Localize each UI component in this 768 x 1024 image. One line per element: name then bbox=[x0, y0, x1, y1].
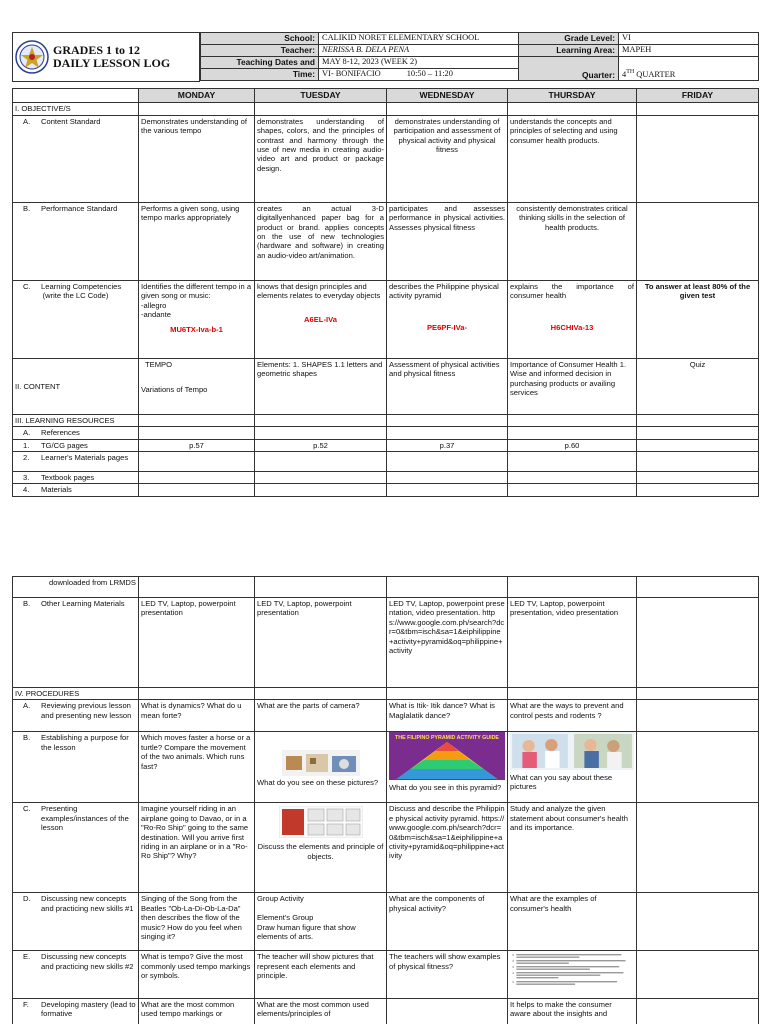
time-value bbox=[319, 69, 519, 81]
grade-value: VI bbox=[619, 33, 759, 45]
row-label-reviewing: A. Reviewing previous lesson and presenting new lesson bbox=[13, 700, 139, 732]
row-label-purpose: B. Establishing a purpose for the lesson bbox=[13, 732, 139, 803]
consumer-health-image bbox=[510, 732, 634, 770]
cell-discuss1-tue: Group Activity Element's Group Draw human figure that show elements of arts. bbox=[255, 893, 387, 951]
cell-discuss1-mon: Singing of the Song from the Beatles "Ob-La-Di-Ob-La-Da" then describes the flow of the music? How do you feel when singing it? bbox=[139, 893, 255, 951]
cell-perf-std-tue: creates an actual 3-D digitallyenhanced paper bag for a product or brand. applies concepts on the use of new technologies (hardware and software) in creating an audio-video art/animation. bbox=[255, 202, 387, 280]
title-line-2: DAILY LESSON LOG bbox=[53, 56, 171, 70]
cell-present-thu: Study and analyze the given statement about consumer's health and its importance. bbox=[508, 803, 637, 893]
grade-label: Grade Level: bbox=[519, 33, 619, 45]
cell-discuss2-fri bbox=[637, 951, 759, 998]
letter-a: A. bbox=[23, 116, 31, 126]
area-value: MAPEH bbox=[619, 45, 759, 57]
cell-perf-std-fri bbox=[637, 202, 759, 280]
cell-other-wed: LED TV, Laptop, powerpoint presentation, video presentation. https://www.google.com.ph/search?dcr=0&tbm=isch&sa=1&eiphilippine+activity+pyramid&oq=philippine+activity bbox=[387, 598, 508, 688]
row-label-presenting: C. Presenting examples/instances of the lesson bbox=[13, 803, 139, 893]
lc-code-mon: MU6TX-Iva-b-1 bbox=[170, 325, 223, 335]
cell-purpose-fri bbox=[637, 732, 759, 803]
cell-mastery-mon: What are the most common used tempo markings or bbox=[139, 998, 255, 1024]
section-content: II. CONTENT bbox=[13, 358, 139, 414]
cell-purpose-thu: What can you say about these pictures bbox=[508, 732, 637, 803]
cell-competency-wed: describes the Philippine physical activity pyramid PE6PF-IVa- bbox=[387, 280, 508, 358]
row-label-textbook: 3. Textbook pages bbox=[13, 472, 139, 484]
cell-purpose-tue: What do you see on these pictures? bbox=[255, 732, 387, 803]
cell-other-mon: LED TV, Laptop, powerpoint presentation bbox=[139, 598, 255, 688]
row-label-performance-standard: B. Performance Standard bbox=[13, 202, 139, 280]
cell-content-std-tue: demonstrates understanding of shapes, colors, and the principles of contrast and harmony through the use of new media in creating audio-video art and product or package design. bbox=[255, 115, 387, 202]
cell-discuss2-mon: What is tempo? Give the most commonly used tempo markings or symbols. bbox=[139, 951, 255, 998]
cell-downloaded: downloaded from LRMDS bbox=[13, 577, 139, 598]
day-header-wednesday: WEDNESDAY bbox=[387, 89, 508, 103]
cell-content-wed: Assessment of physical activities and physical fitness bbox=[387, 358, 508, 414]
row-label-materials: 4. Materials bbox=[13, 484, 139, 496]
title-cell bbox=[13, 33, 200, 82]
cell-mastery-thu: It helps to make the consumer aware about the insights and bbox=[508, 998, 637, 1024]
cell-tg-thu: p.60 bbox=[508, 439, 637, 451]
lc-code-wed: PE6PF-IVa- bbox=[426, 322, 468, 332]
day-header-tuesday: TUESDAY bbox=[255, 89, 387, 103]
cell-review-mon: What is dynamics? What do u mean forte? bbox=[139, 700, 255, 732]
cell-tg-fri bbox=[637, 439, 759, 451]
cell-discuss1-fri bbox=[637, 893, 759, 951]
row-label-references: A. References bbox=[13, 427, 139, 439]
dates-label: Teaching Dates and bbox=[201, 57, 319, 69]
day-header-monday: MONDAY bbox=[139, 89, 255, 103]
row-label-lm-pages: 2. Learner's Materials pages bbox=[13, 452, 139, 472]
cell-content-thu: Importance of Consumer Health 1. Wise and informed decision in purchasing products or availing services bbox=[508, 358, 637, 414]
cell-tg-wed: p.37 bbox=[387, 439, 508, 451]
day-header-thursday: THURSDAY bbox=[508, 89, 637, 103]
section-objectives: I. OBJECTIVE/S bbox=[13, 103, 139, 115]
cell-mastery-tue: What are the most common used elements/principles of bbox=[255, 998, 387, 1024]
cell-perf-std-mon: Performs a given song, using tempo marks appropriately bbox=[139, 202, 255, 280]
activity-pyramid-image bbox=[389, 732, 505, 780]
lc-code-tue: A6EL-IVa bbox=[304, 314, 337, 324]
lesson-table-page-1 bbox=[12, 88, 759, 497]
school-value: CALIKID NORET ELEMENTARY SCHOOL bbox=[319, 33, 519, 45]
elements-principles-image bbox=[279, 806, 363, 838]
teacher-value: NERISSA B. DELA PENA bbox=[319, 45, 519, 57]
cell-purpose-wed: THE FILIPINO PYRAMID ACTIVITY GUIDE What do you see in this pyramid? bbox=[387, 732, 508, 803]
cell-content-fri: Quiz bbox=[637, 358, 759, 414]
section-procedures: IV. PROCEDURES bbox=[13, 688, 139, 700]
cell-purpose-mon: Which moves faster a horse or a turtle? Compare the movement of the two animals. Which runs fast? bbox=[139, 732, 255, 803]
row-label-mastery: F. Developing mastery (lead to formative bbox=[13, 998, 139, 1024]
title-block bbox=[12, 32, 200, 82]
cell-other-tue: LED TV, Laptop, powerpoint presentation bbox=[255, 598, 387, 688]
cell-competency-tue: knows that design principles and elements relates to everyday objects A6EL-IVa bbox=[255, 280, 387, 358]
dates-value: MAY 8-12, 2023 (WEEK 2) bbox=[319, 57, 519, 69]
cell-content-std-wed: demonstrates understanding of participation and assessment of physical activity and physical fitness bbox=[387, 115, 508, 202]
row-label-competencies: C. Learning Competencies (write the LC Code) bbox=[13, 280, 139, 358]
section-resources: III. LEARNING RESOURCES bbox=[13, 414, 139, 426]
cell-review-fri bbox=[637, 700, 759, 732]
deped-seal-icon bbox=[15, 40, 49, 74]
cell-tg-tue: p.52 bbox=[255, 439, 387, 451]
cell-review-tue: What are the parts of camera? bbox=[255, 700, 387, 732]
cell-perf-std-wed: participates and assesses performance in physical activities. Assesses physical fitness bbox=[387, 202, 508, 280]
cell-other-fri bbox=[637, 598, 759, 688]
row-label-content-standard: A. Content Standard bbox=[13, 115, 139, 202]
cell-review-thu: What are the ways to prevent and control pests and rodents ? bbox=[508, 700, 637, 732]
cell-competency-thu: explains the importance of consumer health H6CHIVa-13 bbox=[508, 280, 637, 358]
cell-present-wed: Discuss and describe the Philippine physical activity pyramid. https://www.google.com.ph/search?dcr=0&tbm=isch&sa=1&eiphilippine+activity+pyramid&oq=philippine+activity bbox=[387, 803, 508, 893]
school-label: School: bbox=[201, 33, 319, 45]
bullet-list-image bbox=[509, 952, 635, 994]
lesson-table-page-2 bbox=[12, 576, 759, 1024]
cell-discuss1-wed: What are the components of physical activity? bbox=[387, 893, 508, 951]
row-label-discussing-2: E. Discussing new concepts and practicing new skills #2 bbox=[13, 951, 139, 998]
cell-present-mon: Imagine yourself riding in an airplane going to Davao, or in a "Ro-Ro Ship" going to the same destination. Will you arrive first riding in an airplane or in a "Ro-Ro Ship"? Why? bbox=[139, 803, 255, 893]
cell-discuss2-tue: The teacher will show pictures that represent each elements and principle. bbox=[255, 951, 387, 998]
row-label-discussing-1: D. Discussing new concepts and practicing new skills #1 bbox=[13, 893, 139, 951]
time-section: VI- BONIFACIO bbox=[322, 69, 381, 78]
cell-competency-mon: Identifies the different tempo in a given song or music: -allegro -andante MU6TX-Iva-b-1 bbox=[139, 280, 255, 358]
lc-code-thu: H6CHIVa-13 bbox=[550, 322, 594, 332]
time-period: 10:50 – 11:20 bbox=[406, 69, 453, 78]
row-label-tg-pages: 1. TG/CG pages bbox=[13, 439, 139, 451]
cell-present-tue: Discuss the elements and principle of objects. bbox=[255, 803, 387, 893]
pyramid-title: THE FILIPINO PYRAMID ACTIVITY GUIDE bbox=[395, 735, 499, 742]
cell-discuss2-thu bbox=[508, 951, 637, 998]
cell-tg-mon: p.57 bbox=[139, 439, 255, 451]
cell-content-mon: TEMPO Variations of Tempo bbox=[139, 358, 255, 414]
cell-competency-fri: To answer at least 80% of the given test bbox=[637, 280, 759, 358]
row-label-other-materials: B. Other Learning Materials bbox=[13, 598, 139, 688]
cell-discuss2-wed: The teachers will show examples of physical fitness? bbox=[387, 951, 508, 998]
cell-review-wed: What is Itik- Itik dance? What is Maglalatik dance? bbox=[387, 700, 508, 732]
time-label: Time: bbox=[201, 69, 319, 81]
cell-content-tue: Elements: 1. SHAPES 1.1 letters and geometric shapes bbox=[255, 358, 387, 414]
cell-mastery-wed bbox=[387, 998, 508, 1024]
area-label: Learning Area: bbox=[519, 45, 619, 57]
camera-parts-image bbox=[282, 750, 360, 776]
teacher-label: Teacher: bbox=[201, 45, 319, 57]
header-info-table bbox=[200, 32, 759, 81]
corner-cell bbox=[13, 89, 139, 103]
cell-content-std-fri bbox=[637, 115, 759, 202]
quarter-value: 4TH QUARTER bbox=[619, 57, 759, 81]
cell-discuss1-thu: What are the examples of consumer's health bbox=[508, 893, 637, 951]
cell-mastery-fri bbox=[637, 998, 759, 1024]
cell-content-std-mon: Demonstrates understanding of the various tempo bbox=[139, 115, 255, 202]
title-line-1: GRADES 1 to 12 bbox=[53, 43, 141, 57]
day-header-friday: FRIDAY bbox=[637, 89, 759, 103]
lesson-log-page-2 bbox=[0, 576, 768, 1024]
cell-content-std-thu: understands the concepts and principles of selecting and using consumer health products. bbox=[508, 115, 637, 202]
cell-perf-std-thu: consistently demonstrates critical thinking skills in the selection of health products. bbox=[508, 202, 637, 280]
cell-other-thu: LED TV, Laptop, powerpoint presentation, video presentation bbox=[508, 598, 637, 688]
quarter-label: Quarter: bbox=[519, 57, 619, 81]
cell-present-fri bbox=[637, 803, 759, 893]
